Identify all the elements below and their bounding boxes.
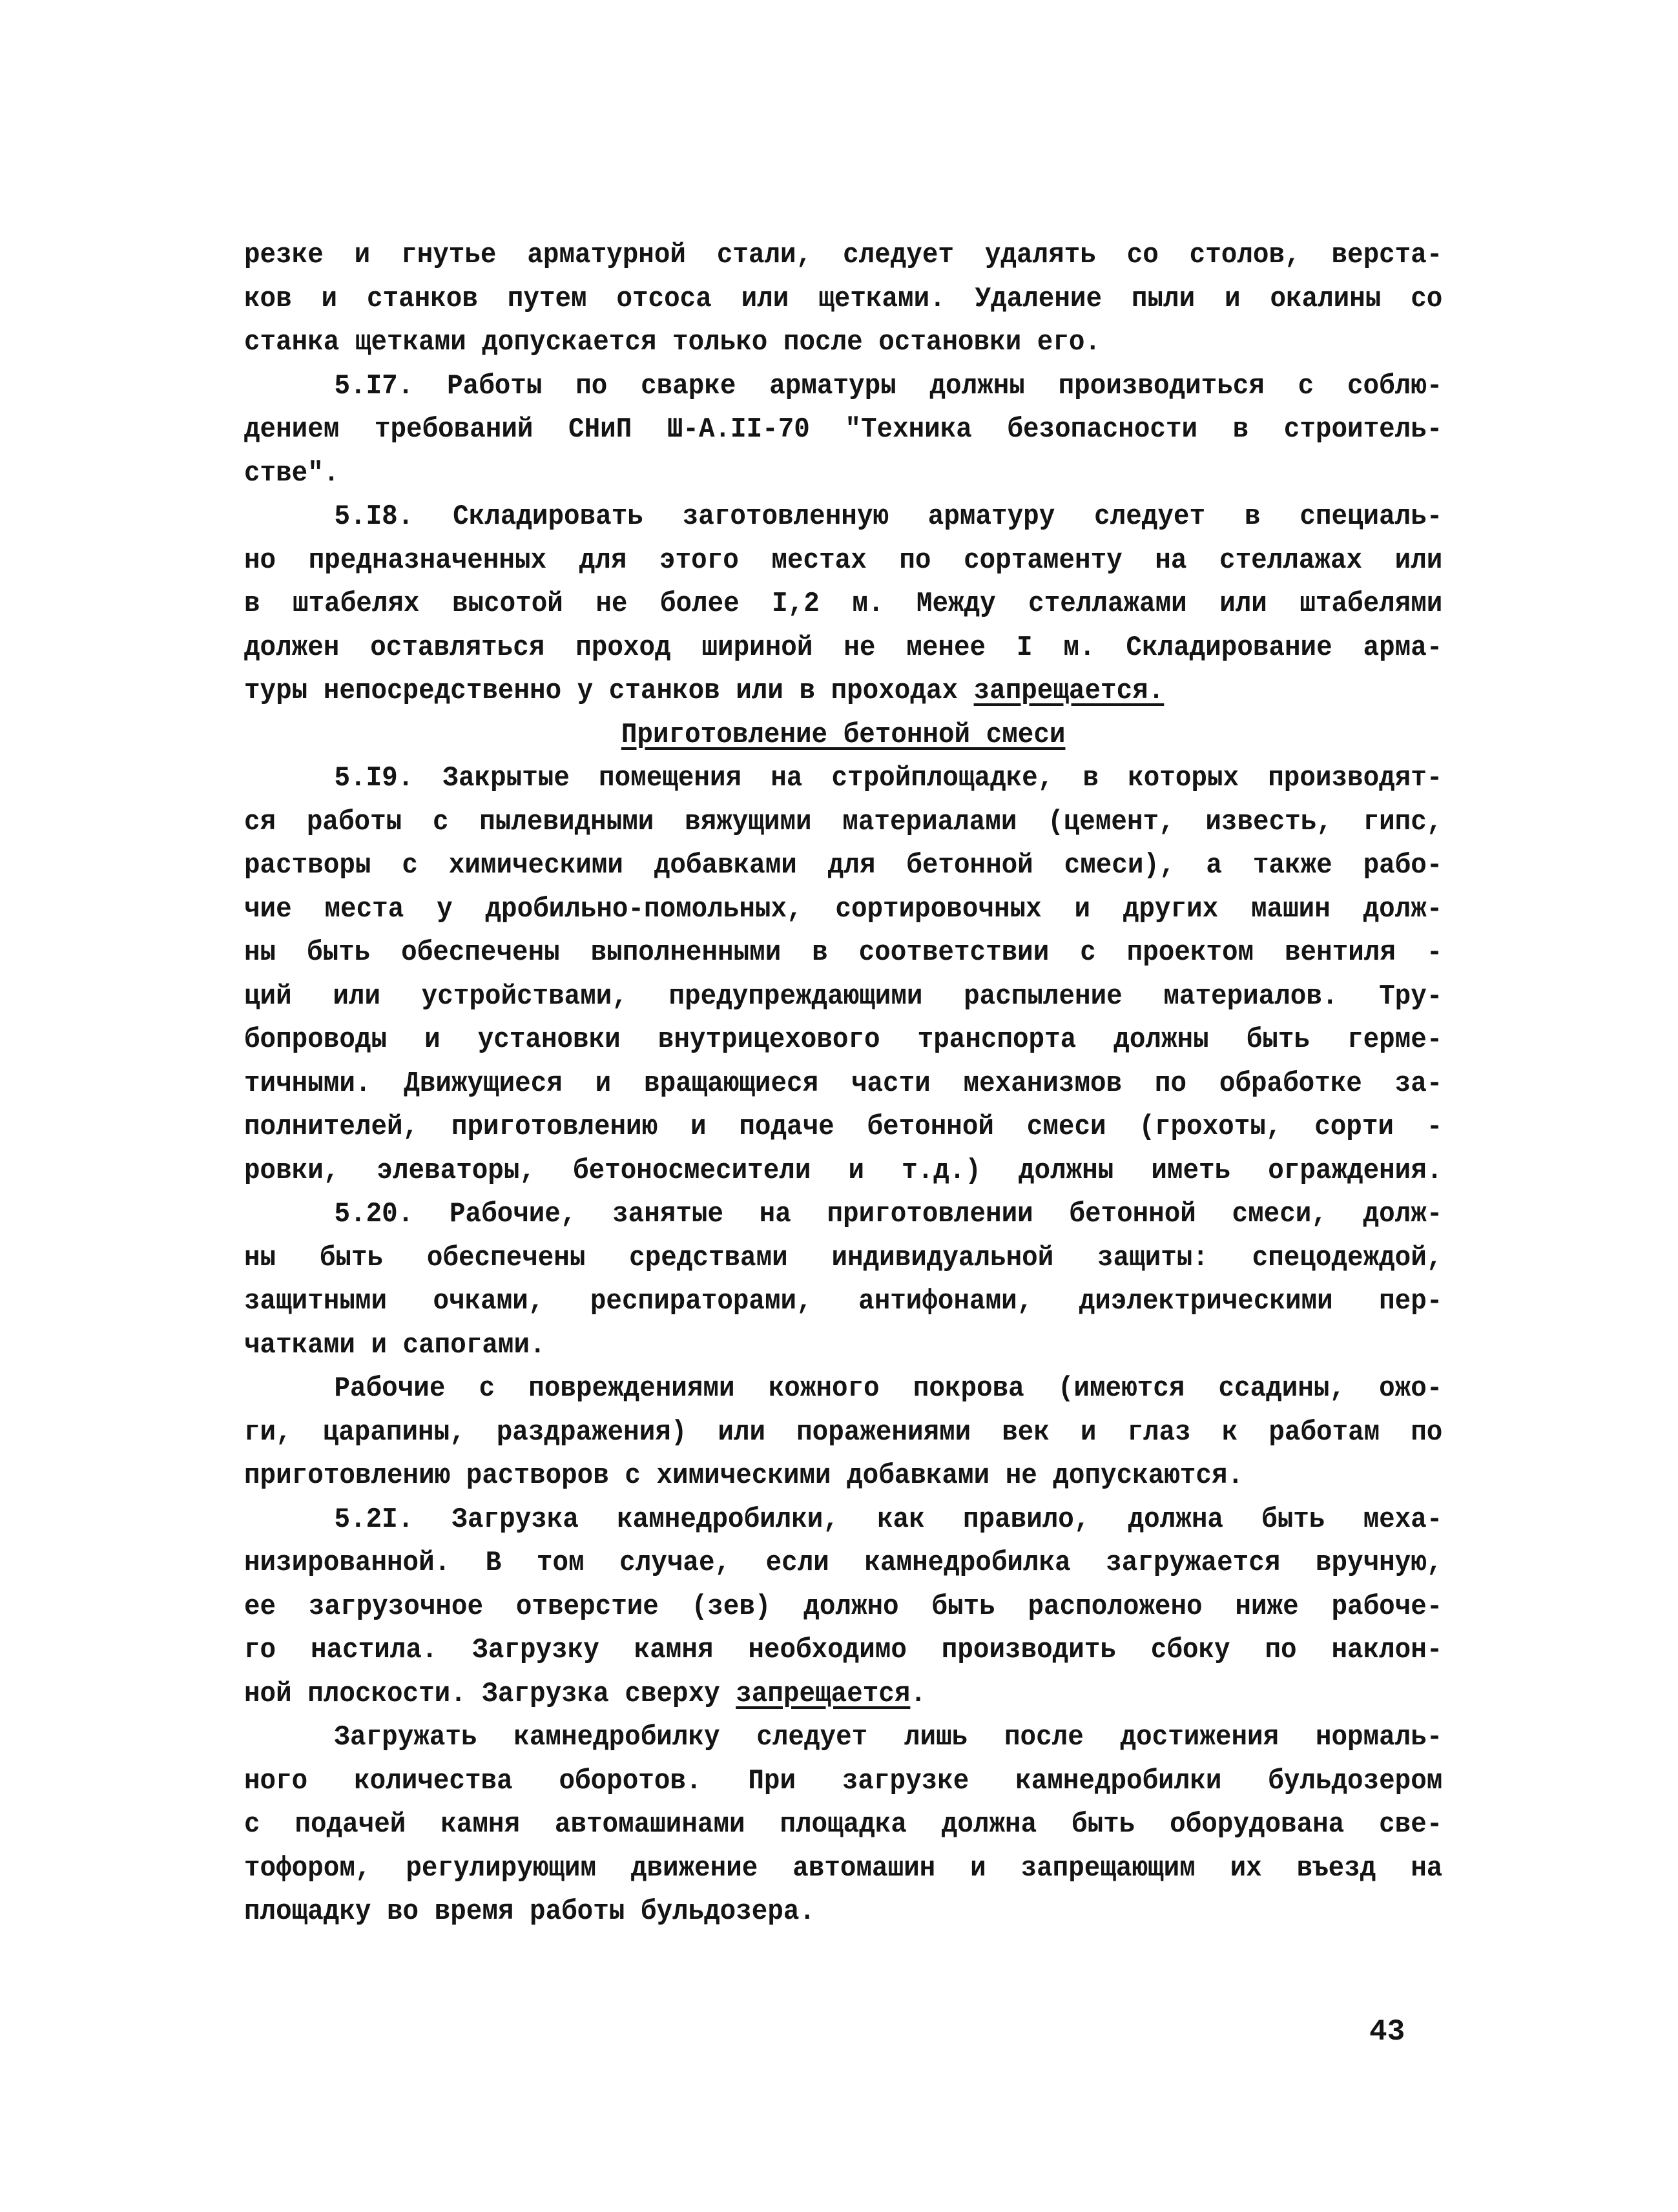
line-text: чие места у дробильно-помольных, сортировочных и других машин долж-	[244, 893, 1443, 925]
text-line	[244, 1280, 1442, 1324]
text-line	[244, 626, 1442, 670]
body-text	[244, 234, 1442, 1934]
text-line	[244, 931, 1442, 975]
text-line	[244, 408, 1442, 452]
underlined-text: запрещается.	[973, 675, 1165, 707]
line-text: площадку во время работы бульдозера.	[244, 1896, 816, 1928]
line-text: Рабочие с повреждениями кожного покрова (имеются ссадины, ожо-	[334, 1372, 1443, 1405]
line-text: защитными очками, респираторами, антифонами, диэлектрическими пер-	[244, 1285, 1443, 1318]
line-text: ны быть обеспечены средствами индивидуальной защиты: спецодеждой,	[244, 1241, 1443, 1274]
line-text: ровки, элеваторы, бетоносмесители и т.д.) должны иметь ограждения.	[244, 1154, 1443, 1187]
line-text: с подачей камня автомашинами площадка должна быть оборудована све-	[244, 1808, 1443, 1841]
text-line	[244, 1542, 1442, 1586]
text-line	[244, 1454, 1442, 1498]
text-line	[244, 234, 1442, 278]
section-heading	[244, 714, 1442, 758]
line-text: тофором, регулирующим движение автомашин и запрещающим их въезд на	[244, 1852, 1443, 1885]
text-line	[244, 452, 1442, 496]
line-text: 5.I8. Складировать заготовленную арматуру следует в специаль-	[334, 501, 1443, 533]
text-line	[244, 495, 1442, 539]
line-text: полнителей, приготовлению и подаче бетонной смеси (грохоты, сорти -	[244, 1111, 1443, 1143]
line-text: го настила. Загрузку камня необходимо производить сбоку по наклон-	[244, 1634, 1443, 1666]
line-text: 5.I7. Работы по сварке арматуры должны производиться с соблю-	[334, 369, 1443, 402]
line-text: ций или устройствами, предупреждающими распыление материалов. Тру-	[244, 980, 1443, 1013]
text-line	[244, 757, 1442, 801]
text-line	[244, 888, 1442, 932]
text-line	[244, 1367, 1442, 1411]
page-number: 43	[1369, 2015, 1405, 2049]
line-text: чатками и сапогами.	[244, 1328, 546, 1361]
line-text: стве".	[244, 457, 340, 490]
line-text: растворы с химическими добавками для бетонной смеси), а также рабо-	[244, 849, 1443, 882]
line-text: должен оставляться проход шириной не менее I м. Складирование арма-	[244, 631, 1443, 664]
text-line	[244, 1324, 1442, 1368]
text-line	[244, 1106, 1442, 1150]
line-text: 5.20. Рабочие, занятые на приготовлении бетонной смеси, долж-	[334, 1198, 1443, 1230]
text-line	[244, 975, 1442, 1019]
text-line	[244, 801, 1442, 845]
text-line	[244, 1018, 1442, 1062]
line-text: ги, царапины, раздражения) или поражениями век и глаз к работам по	[244, 1416, 1443, 1449]
line-text: 5.I9. Закрытые помещения на стройплощадке, в которых производят-	[334, 762, 1443, 794]
text-line	[244, 365, 1442, 409]
line-text: низированной. В том случае, если камнедробилка загружается вручную,	[244, 1547, 1443, 1579]
text-line	[244, 1411, 1442, 1455]
text-line	[244, 1237, 1442, 1281]
text-line	[244, 583, 1442, 626]
text-line	[244, 1586, 1442, 1629]
line-text: Загружать камнедробилку следует лишь после достижения нормаль-	[334, 1721, 1443, 1753]
line-text: станка щетками допускается только после остановки его.	[244, 326, 1101, 358]
underlined-text: Приготовление бетонной смеси	[621, 718, 1066, 751]
line-text: дением требований СНиП Ш-А.II-70 "Техника безопасности в строитель-	[244, 413, 1443, 446]
text-line	[244, 844, 1442, 888]
text-line	[244, 539, 1442, 583]
line-text: .	[910, 1677, 926, 1710]
line-text: но предназначенных для этого местах по сортаменту на стеллажах или	[244, 544, 1443, 577]
line-text: в штабелях высотой не более I,2 м. Между стеллажами или штабелями	[244, 588, 1443, 620]
text-line	[244, 1803, 1442, 1847]
text-line	[244, 321, 1442, 365]
line-text: туры непосредственно у станков или в проходах	[244, 675, 974, 707]
text-line	[244, 1629, 1442, 1673]
line-text: ков и станков путем отсоса или щетками. Удаление пыли и окалины со	[244, 282, 1443, 315]
text-line	[244, 1193, 1442, 1237]
text-line	[244, 1498, 1442, 1542]
line-text: приготовлению растворов с химическими добавками не допускаются.	[244, 1460, 1244, 1492]
line-text: тичными. Движущиеся и вращающиеся части механизмов по обработке за-	[244, 1067, 1443, 1100]
line-text: резке и гнутье арматурной стали, следует удалять со столов, верста-	[244, 239, 1443, 271]
line-text: ного количества оборотов. При загрузке камнедробилки бульдозером	[244, 1764, 1443, 1797]
text-line	[244, 1062, 1442, 1106]
text-line	[244, 1716, 1442, 1760]
text-line	[244, 1890, 1442, 1934]
text-line	[244, 1760, 1442, 1804]
line-text: ной плоскости. Загрузка сверху	[244, 1677, 736, 1710]
line-text: ся работы с пылевидными вяжущими материалами (цемент, известь, гипс,	[244, 805, 1443, 838]
underlined-text: запрещается	[736, 1677, 911, 1710]
text-line	[244, 1847, 1442, 1891]
line-text: ее загрузочное отверстие (зев) должно быть расположено ниже рабоче-	[244, 1590, 1443, 1623]
line-text: ны быть обеспечены выполненными в соответствии с проектом вентиля -	[244, 936, 1443, 969]
text-line	[244, 1150, 1442, 1194]
line-text: бопроводы и установки внутрицехового транспорта должны быть герме-	[244, 1024, 1443, 1056]
line-text: 5.2I. Загрузка камнедробилки, как правило, должна быть меха-	[334, 1503, 1443, 1536]
text-line	[244, 1673, 1442, 1717]
text-line	[244, 278, 1442, 322]
text-line	[244, 670, 1442, 714]
